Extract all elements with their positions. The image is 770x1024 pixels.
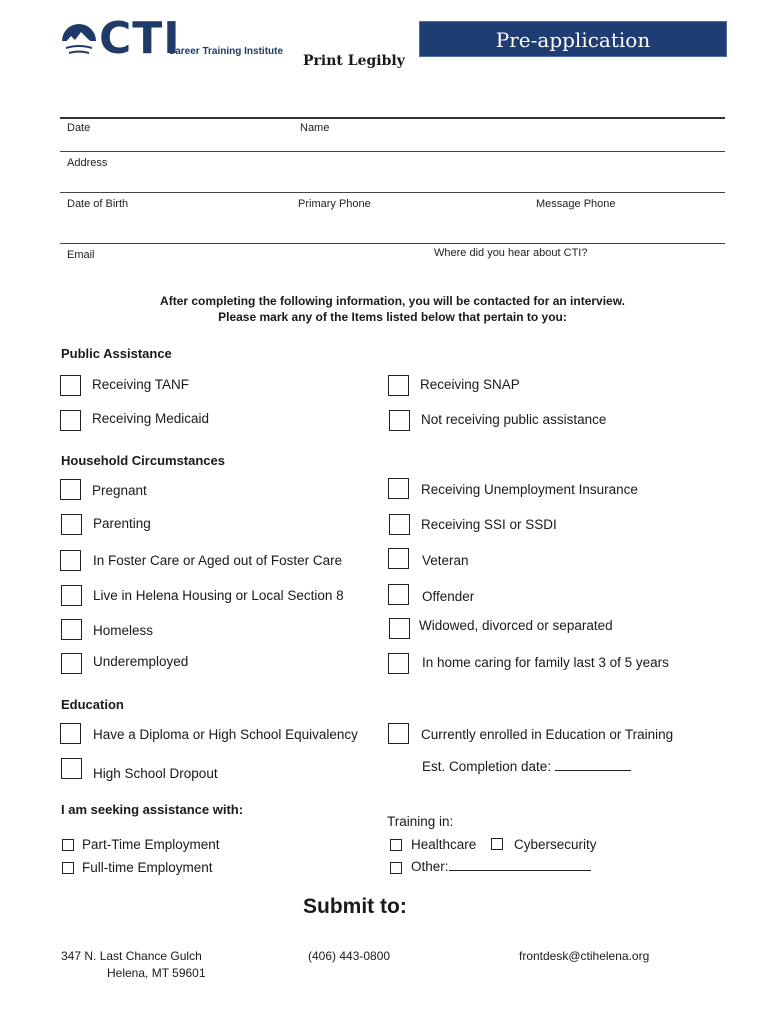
helena-housing-label: Live in Helena Housing or Local Section 8 [93,588,344,603]
hear-about-label: Where did you hear about CTI? [434,247,588,259]
address-field-line[interactable] [60,192,725,193]
tanf-checkbox[interactable] [60,375,81,396]
veteran-label: Veteran [422,553,469,568]
form-top-rule [60,117,725,119]
logo-wordmark: CTI [99,13,181,64]
instruction-line-1: After completing the following information, you will be contacted for an interview. [160,294,625,308]
enrolled-label: Currently enrolled in Education or Training [421,727,674,742]
offender-checkbox[interactable] [388,584,409,605]
seeking-heading: I am seeking assistance with: [61,802,244,817]
underemployed-label: Underemployed [93,654,189,669]
dropout-label: High School Dropout [93,766,218,781]
primary-phone-label: Primary Phone [298,198,371,210]
healthcare-checkbox[interactable] [390,839,402,851]
parenting-checkbox[interactable] [61,514,82,535]
parenting-label: Parenting [93,516,151,531]
name-label: Name [300,122,330,134]
logo-subtitle: Career Training Institute [168,46,284,57]
veteran-checkbox[interactable] [388,548,409,569]
widowed-checkbox[interactable] [389,618,410,639]
full-time-label: Full-time Employment [82,860,213,875]
public-assistance-heading: Public Assistance [61,346,172,361]
date-name-field-line[interactable] [60,151,725,152]
healthcare-label: Healthcare [411,837,477,852]
foster-care-label: In Foster Care or Aged out of Foster Care [93,553,343,568]
homeless-label: Homeless [93,623,154,638]
cybersecurity-checkbox[interactable] [491,838,503,850]
full-time-checkbox[interactable] [62,862,74,874]
education-heading: Education [61,697,124,712]
title-banner [419,21,727,57]
instruction-line-2: Please mark any of the Items listed below that pertain to you: [218,310,567,324]
medicaid-label: Receiving Medicaid [92,411,210,426]
date-label: Date [67,122,91,134]
other-label: Other: [411,859,449,874]
training-in-label: Training in: [387,814,454,829]
widowed-label: Widowed, divorced or separated [419,618,613,633]
foster-care-checkbox[interactable] [60,550,81,571]
other-input[interactable] [449,858,591,871]
ssi-ssdi-label: Receiving SSI or SSDI [421,517,557,532]
submit-address-line-1: 347 N. Last Chance Gulch [61,949,202,963]
part-time-checkbox[interactable] [62,839,74,851]
dob-label: Date of Birth [67,198,129,210]
part-time-label: Part-Time Employment [82,837,220,852]
submit-address-line-2: Helena, MT 59601 [107,966,206,980]
diploma-label: Have a Diploma or High School Equivalency [93,727,358,742]
other-checkbox[interactable] [390,862,402,874]
no-assistance-label: Not receiving public assistance [421,412,607,427]
no-assistance-checkbox[interactable] [389,410,410,431]
offender-label: Offender [422,589,475,604]
email-label: Email [67,249,95,261]
print-legibly-note: Print Legibly [303,53,405,69]
home-caring-label: In home caring for family last 3 of 5 years [422,655,669,670]
submit-phone: (406) 443-0800 [308,949,391,963]
snap-label: Receiving SNAP [420,377,520,392]
page-title: Pre-application [495,28,651,52]
pregnant-checkbox[interactable] [60,479,81,500]
unemployment-checkbox[interactable] [388,478,409,499]
enrolled-checkbox[interactable] [388,723,409,744]
other-field [411,858,591,874]
tanf-label: Receiving TANF [92,377,190,392]
underemployed-checkbox[interactable] [61,653,82,674]
message-phone-label: Message Phone [536,198,616,210]
medicaid-checkbox[interactable] [60,410,81,431]
completion-date-input[interactable] [555,758,631,771]
diploma-checkbox[interactable] [60,723,81,744]
dropout-checkbox[interactable] [61,758,82,779]
household-heading: Household Circumstances [61,453,225,468]
home-caring-checkbox[interactable] [388,653,409,674]
cybersecurity-label: Cybersecurity [514,837,597,852]
completion-date-field [422,758,631,774]
phone-field-line[interactable] [60,243,725,244]
completion-date-label: Est. Completion date: [422,759,552,774]
unemployment-label: Receiving Unemployment Insurance [421,482,638,497]
submit-heading: Submit to: [303,895,407,918]
submit-email[interactable]: frontdesk@ctihelena.org [519,949,650,963]
homeless-checkbox[interactable] [61,619,82,640]
helena-housing-checkbox[interactable] [61,585,82,606]
pregnant-label: Pregnant [92,483,147,498]
ssi-ssdi-checkbox[interactable] [389,514,410,535]
address-label: Address [67,157,108,169]
cti-logo-icon [60,22,98,60]
snap-checkbox[interactable] [388,375,409,396]
